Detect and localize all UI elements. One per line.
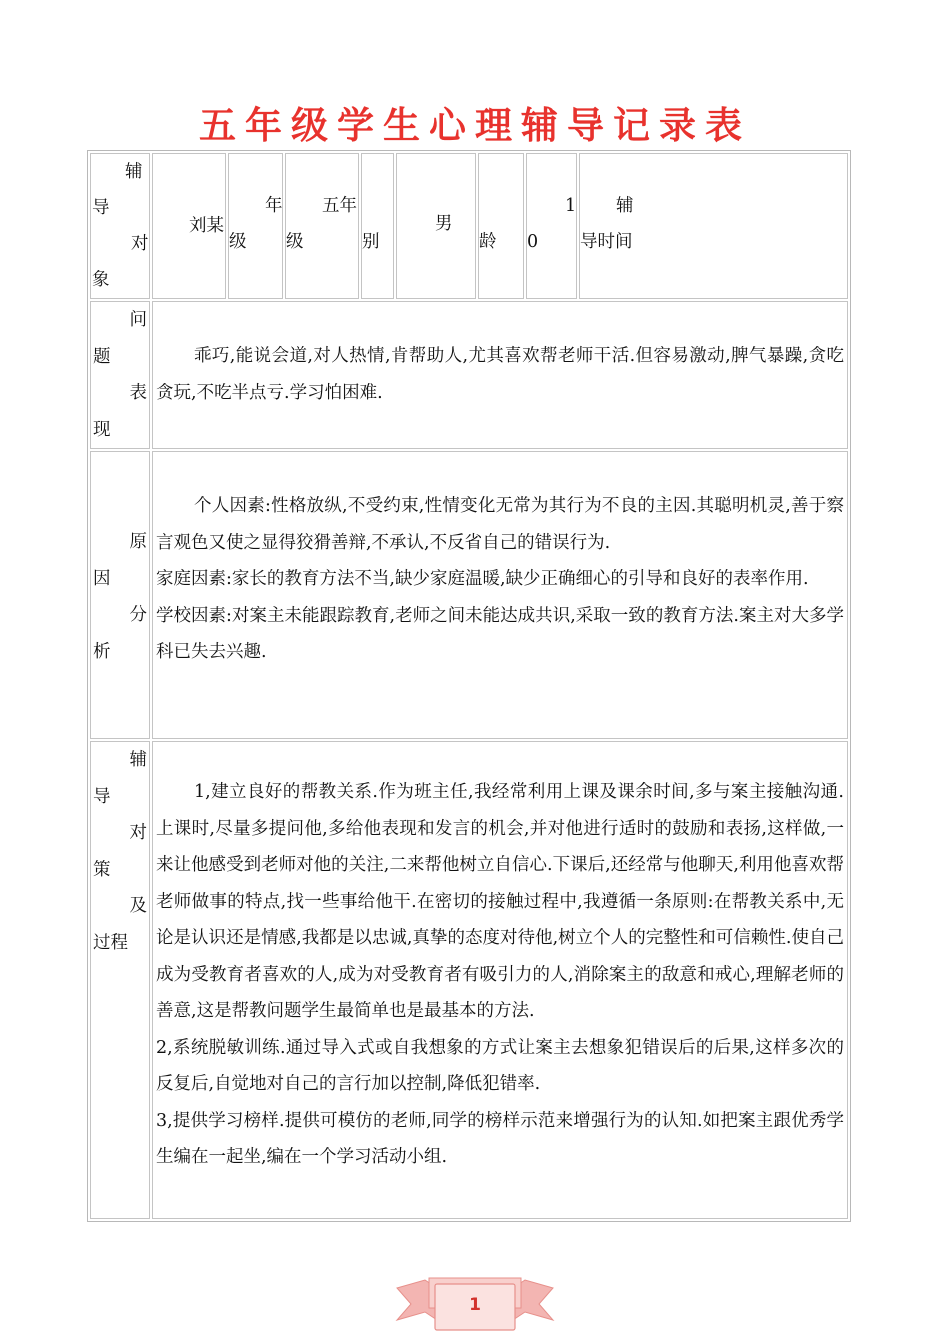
counsel-time-cell [579, 153, 848, 299]
label-cause [90, 451, 150, 739]
label-char: 表 [129, 383, 147, 403]
document-title: 五年级学生心理辅导记录表 [199, 103, 751, 147]
label-char: 象 [92, 270, 110, 290]
grade-label: 年 [265, 196, 283, 216]
age-label: 龄 [479, 232, 497, 252]
label-char: 对 [131, 234, 149, 254]
label-char: 策 [93, 859, 111, 880]
cause-paragraph: 学校因素:对案主未能跟踪教育,老师之间未能达成共识,采取一致的教育方法.案主对大多学科已失去兴趣. [156, 605, 844, 662]
label-char: 过程 [93, 932, 128, 953]
label-char: 现 [93, 419, 111, 440]
gender-label: 别 [362, 232, 380, 252]
header-row [90, 153, 848, 299]
problem-row [90, 301, 848, 449]
label-char: 导 [93, 786, 111, 807]
label-char: 辅 [129, 750, 147, 770]
strategy-content [152, 741, 848, 1219]
age-label-cell [478, 153, 524, 299]
cause-row [90, 451, 848, 739]
cause-content [152, 451, 848, 739]
label-target [90, 153, 150, 299]
grade-value-cell [285, 153, 359, 299]
grade-label-cell [228, 153, 283, 299]
page-number: 1 [469, 1295, 481, 1315]
strategy-paragraph: 1,建立良好的帮教关系.作为班主任,我经常利用上课及课余时间,多与案主接触沟通.上课时,尽量多提问他,多给他表现和发言的机会,并对他进行适时的鼓励和表扬,这样做,一来让他感受到老师对他的关注,二来帮他树立自信心.下课后,还经常与他聊天,利用他喜欢帮老师做事的特点,找一些事给他干.在密切的接触过程中,我遵循一条原则:在帮教关系中,无论是认识还是情感,我都是以忠诚,真挚的态度对待他,树立个人的完整性和可信赖性.使自己成为受教育者喜欢的人,成为对受教育者有吸引力的人,消除案主的敌意和戒心,理解老师的善意,这是帮教问题学生最简单也是最基本的方法. [156, 782, 844, 1021]
label-problem [90, 301, 150, 449]
label-char: 原 [129, 532, 147, 552]
record-table [87, 150, 851, 1222]
cause-paragraph: 个人因素:性格放纵,不受约束,性情变化无常为其行为不良的主因.其聪明机灵,善于察言观色又使之显得狡猾善辩,不承认,不反省自己的错误行为. [156, 496, 844, 553]
gender-value-cell [396, 153, 476, 299]
problem-paragraph: 乖巧,能说会道,对人热情,肯帮助人,尤其喜欢帮老师干活.但容易激动,脾气暴躁,贪吃贪玩,不吃半点亏.学习怕困难. [156, 346, 844, 403]
age-value: 0 [527, 232, 539, 252]
grade-label: 级 [229, 232, 247, 252]
counsel-time-label: 辅 [616, 196, 634, 216]
cause-paragraph: 家庭因素:家长的教育方法不当,缺少家庭温暖,缺少正确细心的引导和良好的表率作用. [156, 569, 809, 589]
label-char: 辅 [125, 162, 143, 182]
gender-label-cell [361, 153, 394, 299]
age-value: 1 [565, 196, 577, 216]
label-char: 因 [93, 568, 111, 589]
label-char: 分 [129, 605, 147, 625]
label-char: 及 [129, 896, 147, 916]
label-char: 问 [129, 310, 147, 330]
label-char: 题 [93, 346, 111, 367]
strategy-row [90, 741, 848, 1219]
grade-value: 级 [286, 232, 304, 252]
grade-value: 五年 [322, 196, 357, 216]
gender-value: 男 [435, 214, 453, 234]
label-char: 析 [93, 641, 111, 662]
label-char: 导 [92, 198, 110, 218]
page-number-badge [395, 1258, 555, 1334]
counsel-time-label: 导时间 [580, 232, 633, 252]
student-name-cell [152, 153, 226, 299]
label-strategy [90, 741, 150, 1219]
problem-content [152, 301, 848, 449]
label-char: 对 [129, 823, 147, 843]
age-value-cell [526, 153, 577, 299]
student-name: 刘某 [189, 216, 224, 236]
strategy-paragraph: 2,系统脱敏训练.通过导入式或自我想象的方式让案主去想象犯错误后的后果,这样多次的反复后,自觉地对自己的言行加以控制,降低犯错率. [156, 1037, 844, 1094]
strategy-paragraph: 3,提供学习榜样.提供可模仿的老师,同学的榜样示范来增强行为的认知.如把案主跟优秀学生编在一起坐,编在一个学习活动小组. [156, 1110, 844, 1167]
